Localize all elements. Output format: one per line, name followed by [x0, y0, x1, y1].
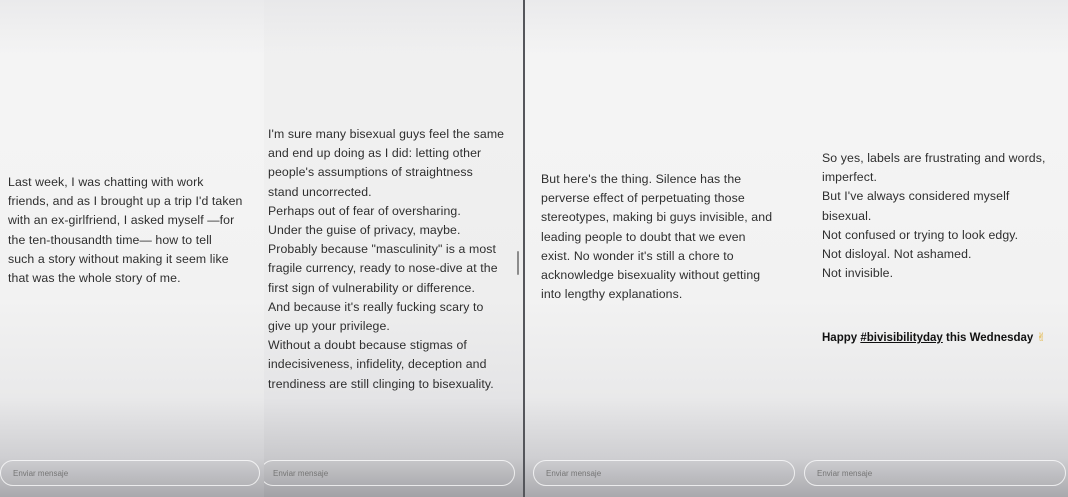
send-message-input[interactable]: [804, 460, 1066, 486]
story-line: Perhaps out of fear of oversharing.: [268, 203, 461, 218]
story-top-shade: [264, 0, 523, 58]
story-line: give up your privilege.: [268, 319, 390, 334]
hashtag-caption: [822, 330, 1046, 344]
story-line: such a story without making it seem like: [8, 251, 229, 266]
send-message-input[interactable]: [533, 460, 795, 486]
story-panel-2[interactable]: [264, 0, 523, 497]
story-line: So yes, labels are frustrating and words,: [822, 151, 1046, 165]
story-line: I'm sure many bisexual guys feel the same: [268, 127, 505, 141]
story-line: fragile currency, ready to nose-dive at the: [268, 261, 498, 276]
story-line: and end up doing as I did: letting other: [268, 146, 482, 161]
story-top-shade: [802, 0, 1068, 58]
story-line: Probably because "masculinity" is a most: [268, 242, 497, 257]
send-message-input[interactable]: [264, 460, 515, 486]
story-line: bisexual.: [822, 208, 872, 223]
story-line: into lengthy explanations.: [541, 287, 683, 302]
scroll-handle[interactable]: [517, 251, 519, 275]
story-text-2: [268, 125, 504, 394]
caption-prefix: Happy: [822, 332, 861, 344]
story-line: trendiness are still clinging to bisexuality.: [268, 376, 494, 391]
story-line: with an ex-girlfriend, I asked myself —for: [8, 213, 235, 228]
story-line: Without a doubt because stigmas of: [268, 338, 467, 353]
story-panel-3[interactable]: [525, 0, 802, 497]
story-text-1: [8, 173, 242, 288]
story-line: acknowledge bisexuality without getting: [541, 268, 761, 283]
story-line: But I've always considered myself: [822, 189, 1010, 204]
victory-hand-icon: ✌: [1036, 332, 1047, 344]
story-text-4: [822, 149, 1046, 283]
story-text-3: [541, 170, 772, 304]
story-line: Last week, I was chatting with work: [8, 175, 204, 189]
story-line: people's assumptions of straightness: [268, 165, 473, 180]
story-line: first sign of vulnerability or difference.: [268, 280, 475, 295]
story-line: leading people to doubt that we even: [541, 229, 746, 244]
story-line: stereotypes, making bi guys invisible, and: [541, 210, 773, 225]
story-line: stand uncorrected.: [268, 184, 372, 199]
caption-suffix: this Wednesday: [942, 332, 1037, 344]
story-line: the ten-thousandth time— how to tell: [8, 232, 212, 247]
story-line: imperfect.: [822, 170, 877, 185]
story-line: Not disloyal. Not ashamed.: [822, 247, 972, 262]
story-line: And because it's really fucking scary to: [268, 299, 484, 314]
story-top-shade: [0, 0, 264, 58]
story-line: exist. No wonder it's still a chore to: [541, 248, 734, 263]
story-line: indecisiveness, infidelity, deception and: [268, 357, 487, 372]
story-panel-4[interactable]: [802, 0, 1068, 497]
story-line: Not invisible.: [822, 266, 894, 281]
story-line: perverse effect of perpetuating those: [541, 191, 745, 206]
story-line: that was the whole story of me.: [8, 271, 181, 286]
hashtag-link[interactable]: #bivisibilityday: [860, 332, 943, 344]
story-line: But here's the thing. Silence has the: [541, 172, 742, 186]
send-message-input[interactable]: [0, 460, 260, 486]
story-top-shade: [525, 0, 802, 58]
story-line: friends, and as I brought up a trip I'd taken: [8, 194, 243, 209]
story-line: Under the guise of privacy, maybe.: [268, 223, 461, 238]
story-panel-1[interactable]: [0, 0, 264, 497]
story-line: Not confused or trying to look edgy.: [822, 227, 1019, 242]
